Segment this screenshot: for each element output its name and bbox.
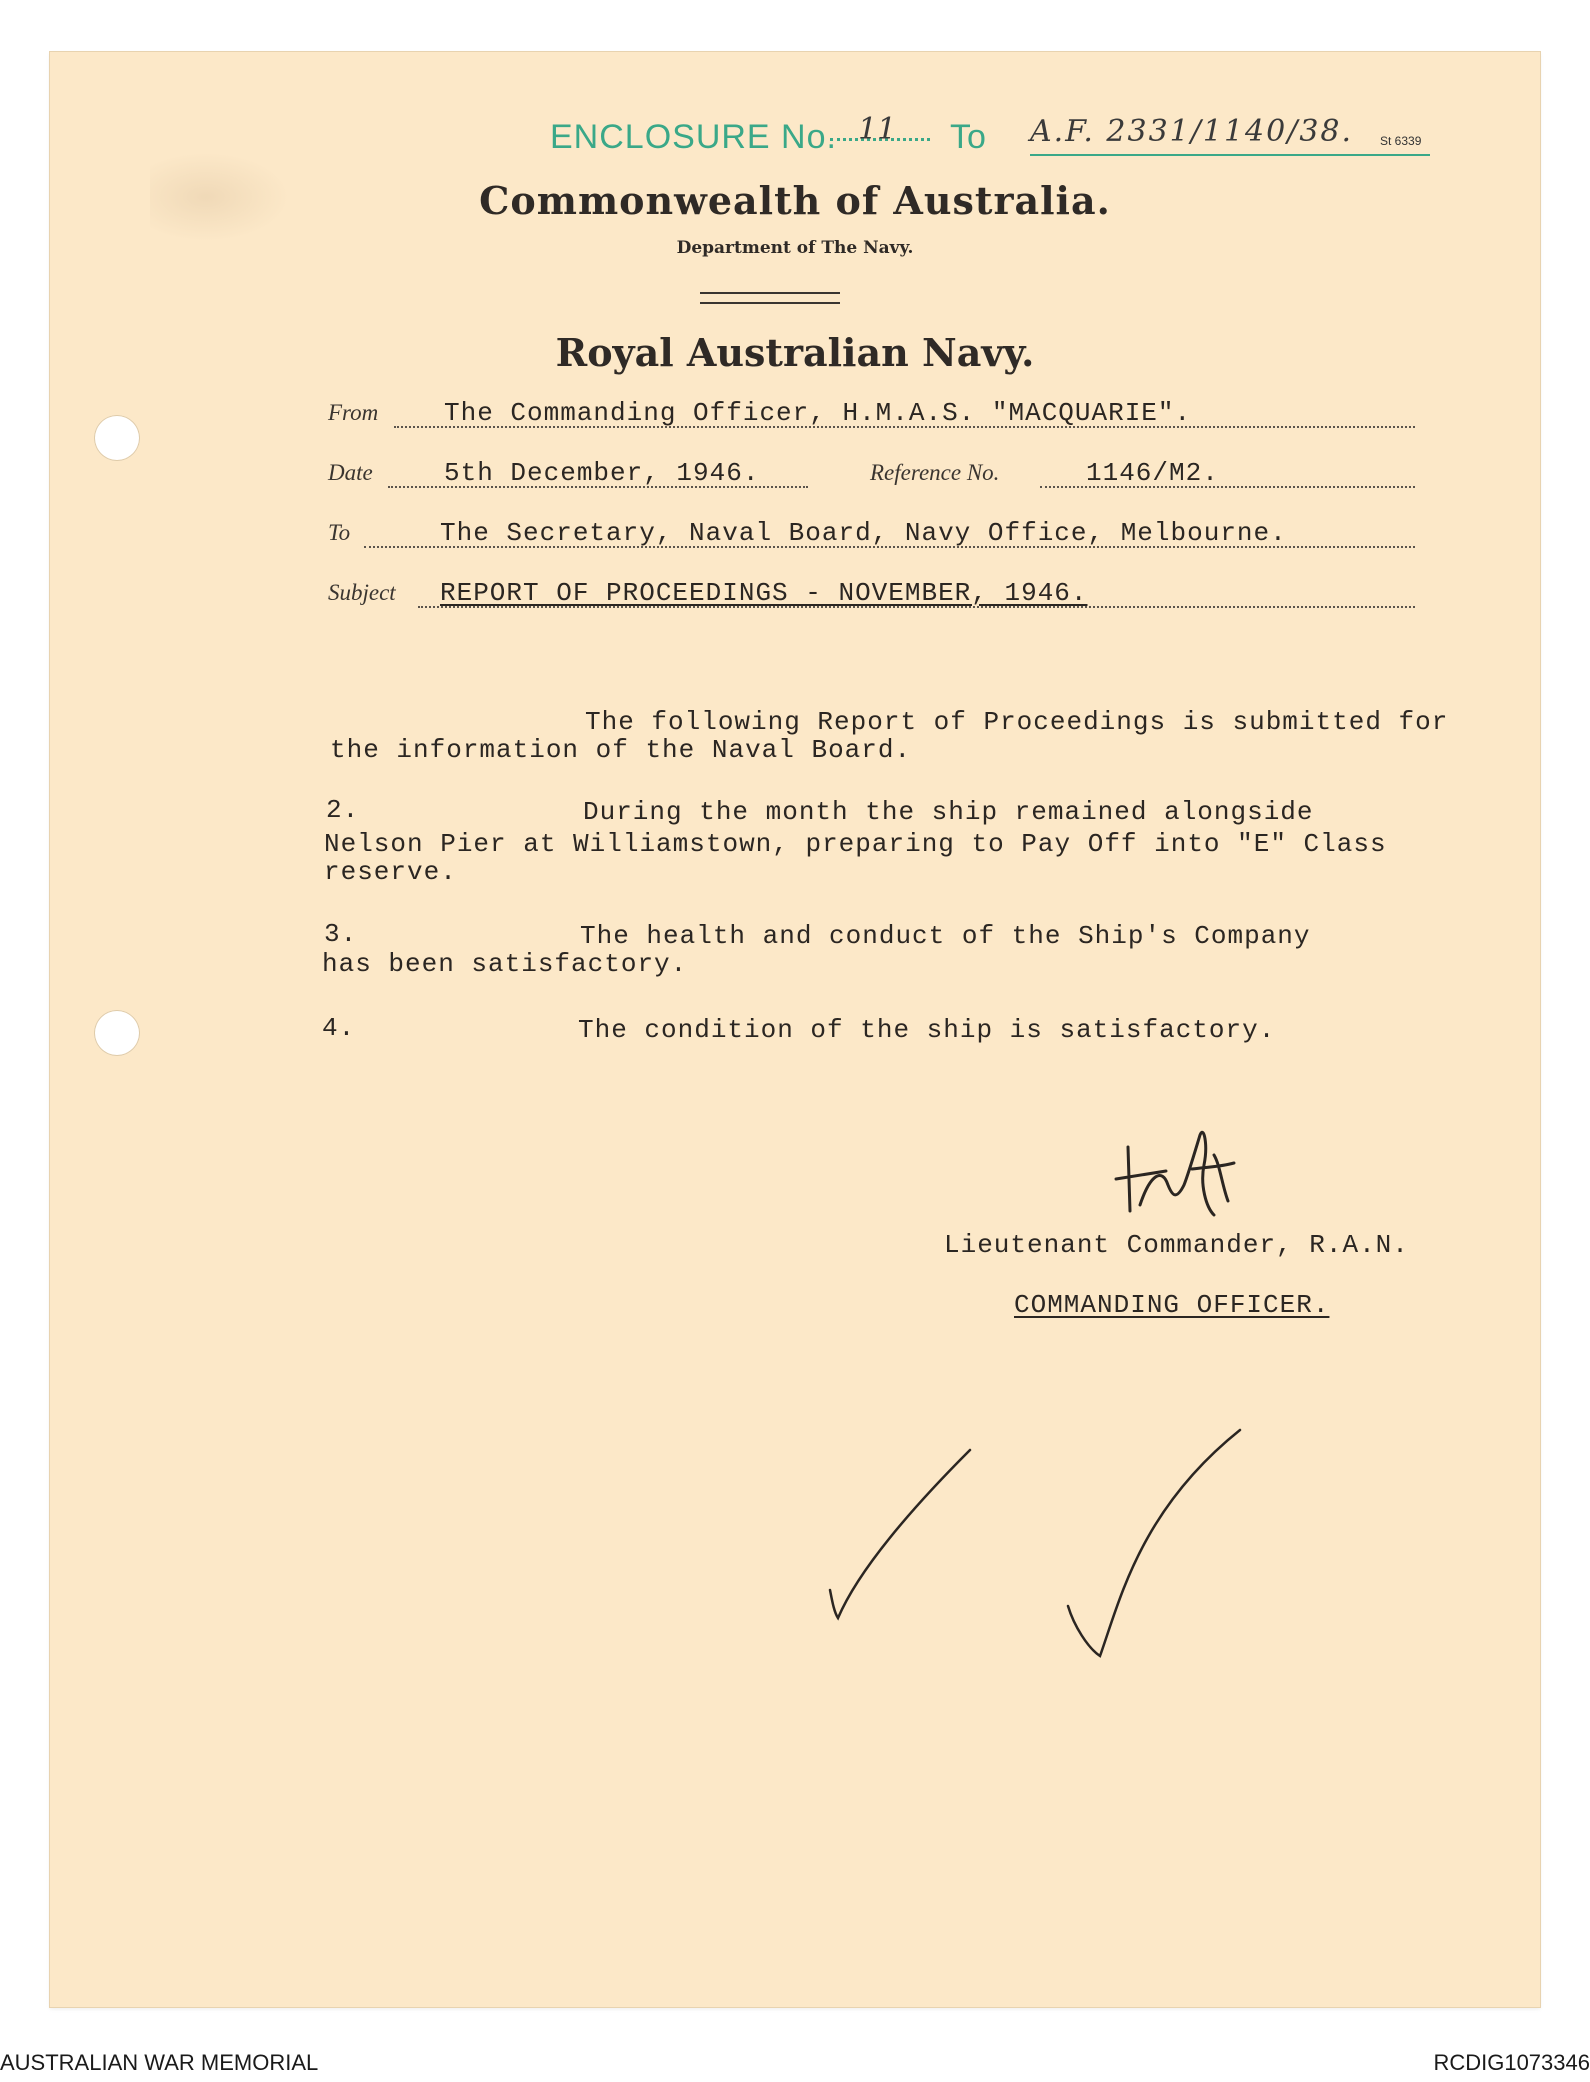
date-label: Date [328, 460, 373, 485]
punch-hole-top [94, 415, 140, 461]
signature-title: COMMANDING OFFICER. [1014, 1290, 1330, 1320]
to-value: The Secretary, Naval Board, Navy Office, Melbourne. [440, 518, 1287, 548]
to-label: To [328, 520, 351, 545]
para3-line1: The health and conduct of the Ship's Company [580, 921, 1311, 951]
tick-mark-left [820, 1440, 980, 1640]
enclosure-small-code: St 6339 [1380, 134, 1422, 148]
para2-number: 2. [326, 795, 360, 825]
subject-value: REPORT OF PROCEEDINGS - NOVEMBER, 1946. [440, 578, 1088, 608]
letterhead-service: Royal Australian Navy. [555, 330, 1035, 375]
enclosure-to-label: To [950, 118, 986, 156]
from-label: From [328, 400, 379, 425]
signature-rank: Lieutenant Commander, R.A.N. [944, 1230, 1409, 1260]
handwritten-signature [1110, 1115, 1250, 1225]
reference-value: 1146/M2. [1086, 458, 1219, 488]
para2-line2: Nelson Pier at Williamstown, preparing to Pay Off into "E" Class [324, 829, 1387, 859]
footer-item-id: RCDIG1073346 [1433, 2050, 1590, 2075]
subject-row [328, 572, 1415, 612]
reference-label: Reference No. [870, 460, 1000, 485]
double-rule-divider [700, 292, 840, 304]
para4-line1: The condition of the ship is satisfactory. [578, 1015, 1276, 1045]
letterhead-department: Department of The Navy. [676, 238, 914, 258]
para3-line2: has been satisfactory. [322, 949, 688, 979]
date-value: 5th December, 1946. [444, 458, 760, 488]
punch-hole-bottom [94, 1010, 140, 1056]
from-row [328, 392, 1415, 432]
para4-number: 4. [322, 1013, 356, 1043]
para2-line3: reserve. [324, 857, 457, 887]
para1-line2: the information of the Naval Board. [330, 735, 912, 765]
enclosure-number: 11 [858, 112, 897, 147]
tick-mark-right [1060, 1420, 1250, 1670]
para1-line1: The following Report of Proceedings is submitted for [585, 707, 1449, 737]
enclosure-stamp [500, 112, 1440, 162]
enclosure-line [1030, 154, 1430, 156]
from-value: The Commanding Officer, H.M.A.S. "MACQUARIE". [444, 398, 1192, 428]
footer-archive-name: AUSTRALIAN WAR MEMORIAL [0, 2050, 319, 2075]
letterhead-title: Commonwealth of Australia. [479, 178, 1111, 223]
subject-label: Subject [328, 580, 396, 605]
para3-number: 3. [324, 919, 358, 949]
date-row [328, 452, 1415, 492]
para2-line1: During the month the ship remained alongside [583, 797, 1314, 827]
enclosure-label: ENCLOSURE No. [550, 118, 837, 156]
enclosure-reference: A.F. 2331/1140/38. [1030, 114, 1354, 149]
to-row [328, 512, 1415, 552]
